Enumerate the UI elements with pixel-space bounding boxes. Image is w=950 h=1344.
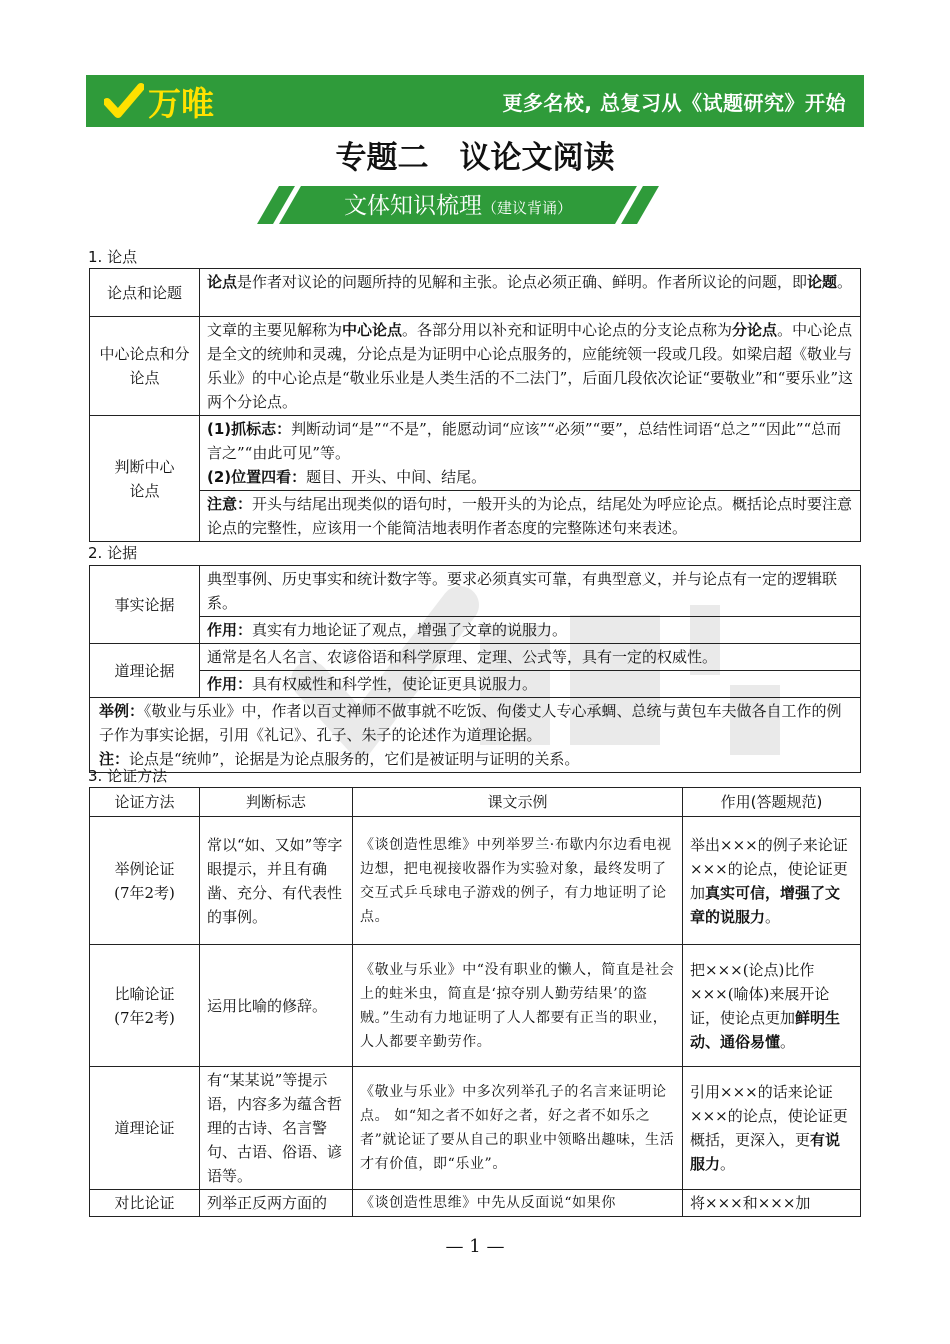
page-title: 专题二 议论文阅读 <box>335 140 615 176</box>
row-content: 注意：开头与结尾出现类似的语句时，一般开头的为论点，结尾处为呼应论点。概括论点时要注意论点的完整性，应该用一个能简洁地表明作者态度的完整陈述句来表述。 <box>200 491 861 542</box>
header-banner <box>86 75 864 127</box>
method-effect: 举出×××的例子来论证×××的论点，使论证更加真实可信，增强了文章的说服力。 <box>683 817 861 945</box>
section-ribbon <box>268 184 648 226</box>
method-sign: 列举正反两方面的 <box>200 1190 353 1217</box>
method-sign: 常以“如、又如”等字眼提示，并且有确凿、充分、有代表性的事例。 <box>200 817 353 945</box>
column-header: 作用(答题规范) <box>683 788 861 817</box>
table-row <box>90 1190 861 1217</box>
table-row <box>90 617 861 644</box>
row-content: 通常是名人名言、农谚俗语和科学原理、定理、公式等，具有一定的权威性。 <box>200 644 861 671</box>
row-content: (1)抓标志：判断动词“是”“不是”，能愿动词“应该”“必须”“要”，总结性词语“总之”“因此”“总而言之”“由此可见”等。 (2)位置四看：题目、开头、中间、结尾。 <box>200 416 861 491</box>
method-effect: 引用×××的话来论证×××的论点，使论证更概括，更深入，更有说服力。 <box>683 1067 861 1190</box>
method-effect: 把×××(论点)比作×××(喻体)来展开论证，使论点更加鲜明生动、通俗易懂。 <box>683 945 861 1067</box>
method-name: 道理论证 <box>90 1067 200 1190</box>
method-name: 举例论证 (7年2考) <box>90 817 200 945</box>
table-row <box>90 644 861 671</box>
column-header: 论证方法 <box>90 788 200 817</box>
table-row <box>90 671 861 698</box>
method-example: 《谈创造性思维》中列举罗兰·布歇内尔边看电视边想，把电视接收器作为实验对象，最终发明了交互式乒乓球电子游戏的例子，有力地证明了论点。 <box>353 817 683 945</box>
thesis-table <box>89 268 861 542</box>
row-content: 作用：具有权威性和科学性，使论证更具说服力。 <box>200 671 861 698</box>
row-content: 典型事例、历史事实和统计数字等。要求必须真实可靠，有典型意义，并与论点有一定的逻辑联系。 <box>200 566 861 617</box>
method-name: 对比论证 <box>90 1190 200 1217</box>
row-label: 事实论据 <box>90 566 200 644</box>
method-example: 《敬业与乐业》中多次列举孔子的名言来证明论点。 如“知之者不如好之者，好之者不如乐之者”就论证了要从自己的职业中领略出趣味，生活才有价值，即“乐业”。 <box>353 1067 683 1190</box>
section-heading-evidence: 2. 论据 <box>88 544 138 562</box>
method-sign: 运用比喻的修辞。 <box>200 945 353 1067</box>
brand-logo <box>104 79 214 123</box>
table-row <box>90 416 861 491</box>
table-row <box>90 945 861 1067</box>
evidence-table <box>89 565 861 773</box>
row-content: 作用：真实有力地论证了观点，增强了文章的说服力。 <box>200 617 861 644</box>
table-header-row <box>90 788 861 817</box>
ribbon-subtitle: （建议背诵） <box>481 199 572 217</box>
table-row <box>90 491 861 542</box>
methods-table <box>89 787 861 1217</box>
row-label: 中心论点和分论点 <box>90 317 200 416</box>
table-row <box>90 269 861 317</box>
brand-name: 万唯 <box>148 83 214 123</box>
checkmark-icon <box>104 83 144 119</box>
row-content: 论点是作者对议论的问题所持的见解和主张。论点必须正确、鲜明。作者所议论的问题，即论题。 <box>200 269 861 317</box>
column-header: 判断标志 <box>200 788 353 817</box>
row-label: 论点和论题 <box>90 269 200 317</box>
section-heading-thesis: 1. 论点 <box>88 248 138 266</box>
row-content: 举例：《敬业与乐业》中，作者以百丈禅师不做事就不吃饭、佝偻丈人专心承蜩、总统与黄包车夫做各自工作的例子作为事实论据，引用《礼记》、孔子、朱子的论述作为道理论据。 注：论点是“统帅”，论据是为论点服务的，它们是被证明与证明的关系。 <box>90 698 861 773</box>
method-name: 比喻论证 (7年2考) <box>90 945 200 1067</box>
method-example: 《谈创造性思维》中先从反面说“如果你 <box>353 1190 683 1217</box>
row-label: 判断中心论点 <box>90 416 200 542</box>
row-label: 道理论据 <box>90 644 200 698</box>
table-row <box>90 1067 861 1190</box>
method-example: 《敬业与乐业》中“没有职业的懒人，简直是社会上的蛀米虫，简直是‘掠夺别人勤劳结果’的盗贼。”生动有力地证明了人人都要有正当的职业，人人都要辛勤劳作。 <box>353 945 683 1067</box>
page-number: — 1 — <box>445 1236 505 1257</box>
section-heading-methods: 3. 论证方法 <box>88 767 168 785</box>
table-row <box>90 698 861 773</box>
method-effect: 将×××和×××加 <box>683 1190 861 1217</box>
method-sign: 有“某某说”等提示语，内容多为蕴含哲理的古诗、名言警句、古语、俗语、谚语等。 <box>200 1067 353 1190</box>
table-row <box>90 566 861 617</box>
column-header: 课文示例 <box>353 788 683 817</box>
row-content: 文章的主要见解称为中心论点。各部分用以补充和证明中心论点的分支论点称为分论点。中心论点是全文的统帅和灵魂，分论点是为证明中心论点服务的，应能统领一段或几段。如梁启超《敬业与乐业》的中心论点是“敬业乐业是人类生活的不二法门”，后面几段依次论证“要敬业”和“要乐业”这两个分论点。 <box>200 317 861 416</box>
table-row <box>90 317 861 416</box>
ribbon-title: 文体知识梳理 <box>343 193 482 219</box>
header-slogan: 更多名校, 总复习从《试题研究》开始 <box>502 91 846 115</box>
table-row <box>90 817 861 945</box>
